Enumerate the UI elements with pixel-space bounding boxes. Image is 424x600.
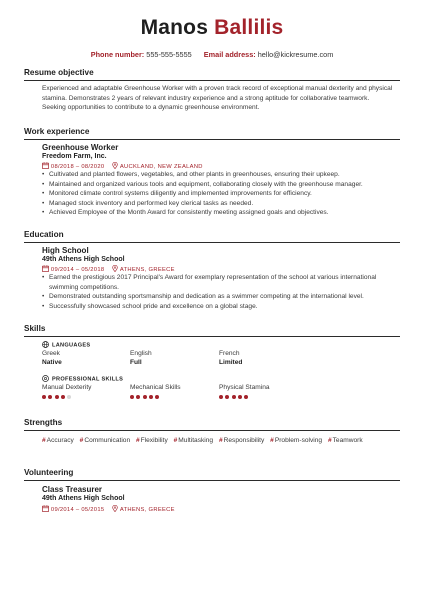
strength-tag: #Accuracy xyxy=(42,437,74,444)
professional-skill-name: Manual Dexterity xyxy=(42,384,92,391)
professional-label: PROFESSIONAL SKILLS xyxy=(52,376,124,383)
rating-dot-filled xyxy=(238,395,242,399)
globe-icon xyxy=(42,343,52,349)
rating-dot-filled xyxy=(42,395,46,399)
list-item: • Successfully showcased school pride and excellence on a global stage. xyxy=(42,302,398,312)
list-item: • Maintained and organized various tools and equipment, collaborating closely with the greenhouse manager. xyxy=(42,180,398,190)
languages-subhead xyxy=(42,341,90,349)
education-bullets xyxy=(42,273,398,311)
language-level: Full xyxy=(130,359,142,366)
phone-value: 555-555-5555 xyxy=(146,50,192,59)
last-name: Ballilis xyxy=(214,16,284,39)
rating-dot-filled xyxy=(149,395,153,399)
skills-title: Skills xyxy=(24,324,46,333)
rating-dot-filled xyxy=(225,395,229,399)
volunteering-divider xyxy=(24,480,400,481)
list-item: • Monitored climate control systems diligently and implemented improvements for efficiency. xyxy=(42,189,398,199)
volunteering-title: Volunteering xyxy=(24,468,74,477)
language-name: Greek xyxy=(42,350,60,357)
job-location: AUCKLAND, NEW ZEALAND xyxy=(119,164,203,170)
job-title: Greenhouse Worker xyxy=(42,143,119,152)
strength-tags xyxy=(42,437,402,444)
list-item: • Earned the prestigious 2017 Principal's Award for exemplary representation of the school at various international swimming competitions. xyxy=(42,273,398,292)
rating-dot-filled xyxy=(244,395,248,399)
company-name: Freedom Farm, Inc. xyxy=(42,153,107,160)
volunteer-org: 49th Athens High School xyxy=(42,495,125,502)
skills-divider xyxy=(24,336,400,337)
rating-dot-filled xyxy=(232,395,236,399)
rating-dot-filled xyxy=(48,395,52,399)
objective-divider xyxy=(24,80,400,81)
list-item: • Achieved Employee of the Month Award for consistently meeting assigned goals and objectives. xyxy=(42,208,398,218)
skill-rating xyxy=(219,395,250,401)
language-name: English xyxy=(130,350,152,357)
rating-dot-empty xyxy=(67,395,71,399)
strength-tag: #Flexibility xyxy=(135,437,168,444)
gear-icon xyxy=(42,377,52,383)
email-label: Email address: xyxy=(203,50,256,59)
job-bullets xyxy=(42,170,398,218)
rating-dot-filled xyxy=(219,395,223,399)
calendar-icon xyxy=(42,507,49,513)
strength-tag: #Teamwork xyxy=(327,437,363,444)
volunteer-location: ATHENS, GREECE xyxy=(119,507,175,513)
experience-divider xyxy=(24,139,400,140)
language-name: French xyxy=(219,350,240,357)
objective-text: Experienced and adaptable Greenhouse Worker with a proven track record of exceptional manual dexterity and physical stamina. Demonstrates 2 years of relevant industry experience and a strong aptitude for collaborative teamwork. Seeking opportunities to contribute to a dynamic greenhouse environment. xyxy=(42,85,393,112)
strengths-title: Strengths xyxy=(24,418,63,427)
volunteer-role: Class Treasurer xyxy=(42,485,103,494)
list-item: • Managed stock inventory and performed key clerical tasks as needed. xyxy=(42,199,398,209)
strength-tag: #Communication xyxy=(79,437,131,444)
education-title: Education xyxy=(24,230,64,239)
professional-skill-name: Mechanical Skills xyxy=(130,384,181,391)
strength-tag: #Problem-solving xyxy=(270,437,323,444)
email-value: hello@kickresume.com xyxy=(257,50,334,59)
strengths-divider xyxy=(24,430,400,431)
skill-rating xyxy=(130,395,161,401)
strength-tag: #Multitasking xyxy=(173,437,214,444)
education-dates: 09/2014 – 05/2018 xyxy=(50,267,105,273)
rating-dot-filled xyxy=(155,395,159,399)
candidate-name xyxy=(0,16,424,40)
volunteer-dates: 09/2014 – 05/2015 xyxy=(50,507,105,513)
rating-dot-filled xyxy=(61,395,65,399)
objective-title: Resume objective xyxy=(24,68,94,77)
languages-label: LANGUAGES xyxy=(52,342,91,349)
professional-subhead xyxy=(42,375,123,383)
strength-tag: #Responsibility xyxy=(218,437,265,444)
skill-rating xyxy=(42,395,73,401)
education-divider xyxy=(24,242,400,243)
volunteer-meta xyxy=(42,505,175,513)
education-location: ATHENS, GREECE xyxy=(119,267,175,273)
rating-dot-filled xyxy=(136,395,140,399)
first-name: Manos xyxy=(140,16,209,39)
education-meta xyxy=(42,265,175,273)
list-item: • Demonstrated outstanding sportsmanship and dedication as a swimmer competing at the international level. xyxy=(42,292,398,302)
rating-dot-filled xyxy=(130,395,134,399)
rating-dot-filled xyxy=(143,395,147,399)
location-pin-icon xyxy=(112,507,118,513)
job-meta xyxy=(42,162,203,170)
phone-label: Phone number: xyxy=(90,50,145,59)
language-level: Native xyxy=(42,359,62,366)
list-item: • Cultivated and planted flowers, vegetables, and other plants in greenhouses, ensuring their upkeep. xyxy=(42,170,398,180)
contact-line xyxy=(0,50,424,59)
experience-title: Work experience xyxy=(24,127,90,136)
degree-title: High School xyxy=(42,246,89,255)
professional-skill-name: Physical Stamina xyxy=(219,384,270,391)
language-level: Limited xyxy=(219,359,243,366)
school-name: 49th Athens High School xyxy=(42,256,125,263)
rating-dot-filled xyxy=(55,395,59,399)
job-dates: 08/2018 – 08/2020 xyxy=(50,164,105,170)
